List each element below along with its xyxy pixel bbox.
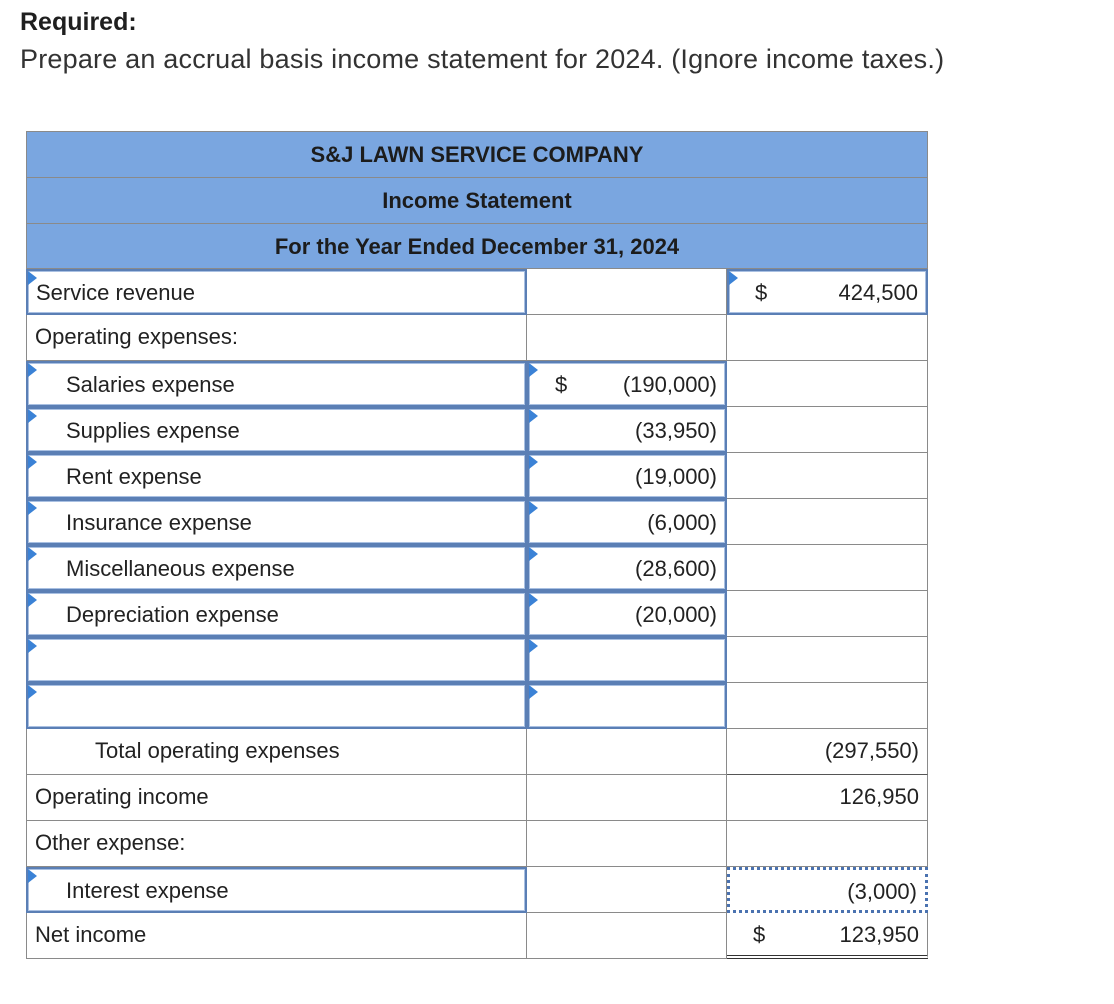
- expense-amount-field[interactable]: (19,000): [527, 453, 727, 499]
- table-row: [26, 821, 928, 867]
- table-row: [26, 683, 928, 729]
- expense-amount-field[interactable]: (6,000): [527, 499, 727, 545]
- empty-amount-field[interactable]: [527, 637, 727, 683]
- empty-cell: [727, 821, 928, 867]
- empty-cell: [527, 729, 727, 775]
- expense-label-field[interactable]: Insurance expense: [26, 499, 527, 545]
- dollar-sign: $: [555, 372, 568, 397]
- dollar-sign: $: [753, 922, 766, 947]
- table-row: [26, 269, 928, 315]
- interest-expense-amount-field[interactable]: (3,000): [727, 867, 928, 913]
- statement-period: For the Year Ended December 31, 2024: [26, 223, 928, 269]
- expense-amount-field[interactable]: (20,000): [527, 591, 727, 637]
- table-row: [26, 545, 928, 591]
- company-name: S&J LAWN SERVICE COMPANY: [26, 131, 928, 177]
- empty-cell: [727, 407, 928, 453]
- table-row: [26, 361, 928, 407]
- interest-expense-label-field[interactable]: Interest expense: [26, 867, 527, 913]
- operating-income-label: Operating income: [26, 775, 527, 821]
- empty-label-field[interactable]: [26, 683, 527, 729]
- empty-cell: [727, 453, 928, 499]
- empty-label-field[interactable]: [26, 637, 527, 683]
- empty-cell: [527, 867, 727, 913]
- expense-label-field[interactable]: Miscellaneous expense: [26, 545, 527, 591]
- empty-cell: [727, 637, 928, 683]
- empty-cell: [527, 315, 727, 361]
- operating-expenses-label: Operating expenses:: [26, 315, 527, 361]
- empty-cell: [527, 913, 727, 959]
- net-income-label: Net income: [26, 913, 527, 959]
- service-revenue-label-field[interactable]: Service revenue: [26, 269, 527, 315]
- empty-cell: [727, 499, 928, 545]
- empty-cell: [727, 683, 928, 729]
- empty-cell: [727, 591, 928, 637]
- expense-amount-field[interactable]: [527, 361, 727, 407]
- empty-cell: [727, 315, 928, 361]
- dollar-sign: $: [755, 280, 768, 305]
- table-row: [26, 453, 928, 499]
- amount-value: 123,950: [839, 922, 919, 947]
- net-income-amount: [727, 913, 928, 959]
- expense-label-field[interactable]: Supplies expense: [26, 407, 527, 453]
- empty-cell: [727, 545, 928, 591]
- table-row: [26, 499, 928, 545]
- table-row: [26, 407, 928, 453]
- table-row: [26, 729, 928, 775]
- amount-value: (190,000): [622, 372, 717, 397]
- expense-label-field[interactable]: Depreciation expense: [26, 591, 527, 637]
- instruction-text: Prepare an accrual basis income statement for 2024. (Ignore income taxes.): [20, 44, 945, 74]
- required-heading: Required:: [20, 8, 137, 36]
- amount-value: 424,500: [838, 280, 918, 305]
- empty-cell: [527, 775, 727, 821]
- table-row: [26, 591, 928, 637]
- other-expense-label: Other expense:: [26, 821, 527, 867]
- empty-amount-field[interactable]: [527, 683, 727, 729]
- expense-amount-field[interactable]: (28,600): [527, 545, 727, 591]
- table-row: [26, 637, 928, 683]
- table-row: [26, 913, 928, 959]
- income-statement-table: [26, 131, 928, 959]
- expense-label-field[interactable]: Salaries expense: [26, 361, 527, 407]
- total-operating-expenses-amount: (297,550): [727, 729, 928, 775]
- table-row: [26, 775, 928, 821]
- expense-amount-field[interactable]: (33,950): [527, 407, 727, 453]
- operating-income-amount: 126,950: [727, 775, 928, 821]
- table-row: [26, 315, 928, 361]
- empty-cell: [527, 269, 727, 315]
- statement-title: Income Statement: [26, 177, 928, 223]
- empty-cell: [527, 821, 727, 867]
- service-revenue-amount-field[interactable]: [727, 269, 928, 315]
- expense-label-field[interactable]: Rent expense: [26, 453, 527, 499]
- table-row: [26, 867, 928, 913]
- empty-cell: [727, 361, 928, 407]
- total-operating-expenses-label: Total operating expenses: [26, 729, 527, 775]
